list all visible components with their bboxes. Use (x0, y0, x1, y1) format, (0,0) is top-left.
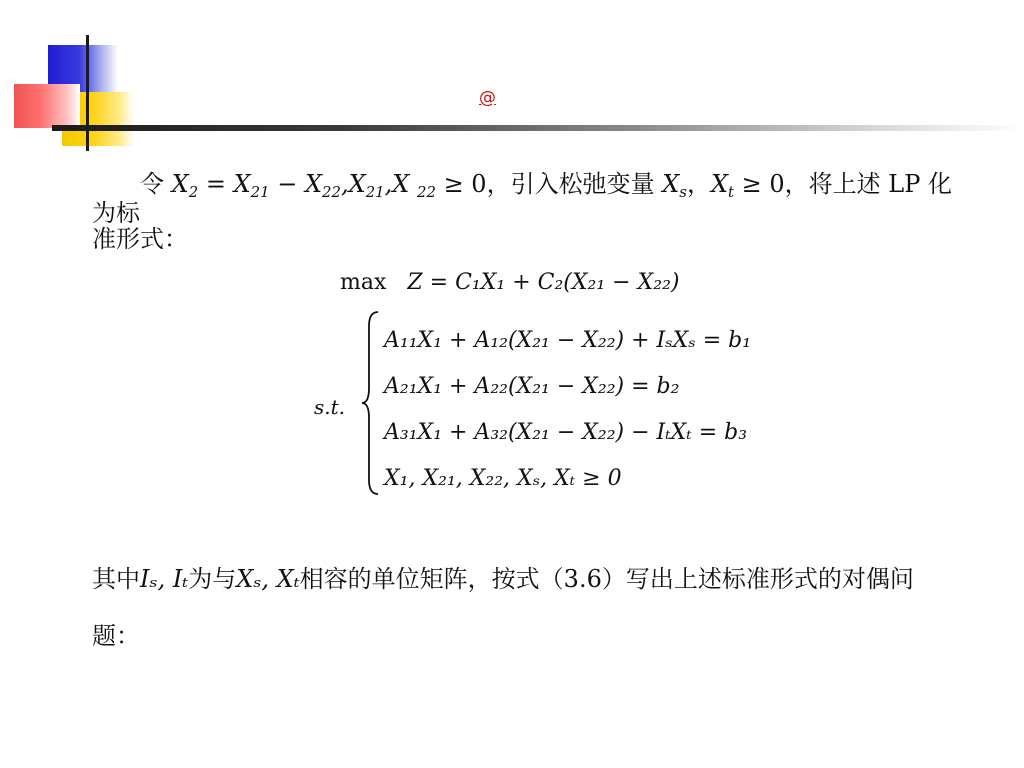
math-var: $,X_{21}$ (340, 170, 385, 202)
math-var: = $X_{21}$ (198, 170, 270, 202)
text-segment: 其中 (92, 565, 140, 593)
constraint-row: A₁₁X₁ + A₁₂(X₂₁ − X₂₂) + IₛXₛ = b₁ (384, 328, 752, 353)
math-var: ,X $_{22}$ (384, 170, 436, 202)
header-vertical-rule (86, 35, 89, 151)
math-var: $X_s$ (662, 170, 687, 202)
constraint-row: A₃₁X₁ + A₃₂(X₂₁ − X₂₂) − IₜXₜ = b₃ (384, 420, 748, 445)
left-brace-icon (360, 308, 382, 498)
text-segment: 为与 (188, 565, 237, 593)
explanation-paragraph-line2: 题： (92, 622, 140, 650)
text-segment: 相容的单位矩阵，按式（3.6）写出上述标准形式的对偶问 (299, 565, 914, 593)
constraint-row: X₁, X₂₁, X₂₂, Xₛ, Xₜ ≥ 0 (384, 466, 622, 491)
at-link[interactable]: @ (479, 88, 496, 108)
objective-expression: Z = C₁X₁ + C₂(X₂₁ − X₂₂) (407, 270, 680, 295)
constraint-row: A₂₁X₁ + A₂₂(X₂₁ − X₂₂) = b₂ (384, 374, 680, 399)
objective-function (340, 270, 679, 295)
text-segment: ≥ 0，将上述 LP 化为标 (92, 170, 952, 227)
constraint-system (384, 318, 751, 502)
intro-paragraph-line2: 准形式： (92, 225, 188, 253)
explanation-paragraph-line1 (92, 565, 952, 594)
math-var: Xₛ, Xₜ (236, 565, 300, 593)
text-segment: 令 (140, 170, 164, 198)
header-horizontal-rule (52, 125, 1024, 131)
math-var: $X_t$ (710, 170, 735, 202)
math-var: Iₛ, Iₜ (140, 565, 189, 593)
text-segment: ≥ 0，引入松弛变量 (443, 170, 663, 198)
max-keyword: max (340, 270, 387, 295)
subject-to-label: s.t. (314, 395, 346, 419)
header-red-square (14, 84, 80, 128)
intro-paragraph-line1 (92, 170, 952, 228)
math-var: − $X_{22}$ (269, 170, 341, 202)
math-var: $X_2$ (171, 170, 199, 202)
text-segment: ， (686, 170, 711, 198)
